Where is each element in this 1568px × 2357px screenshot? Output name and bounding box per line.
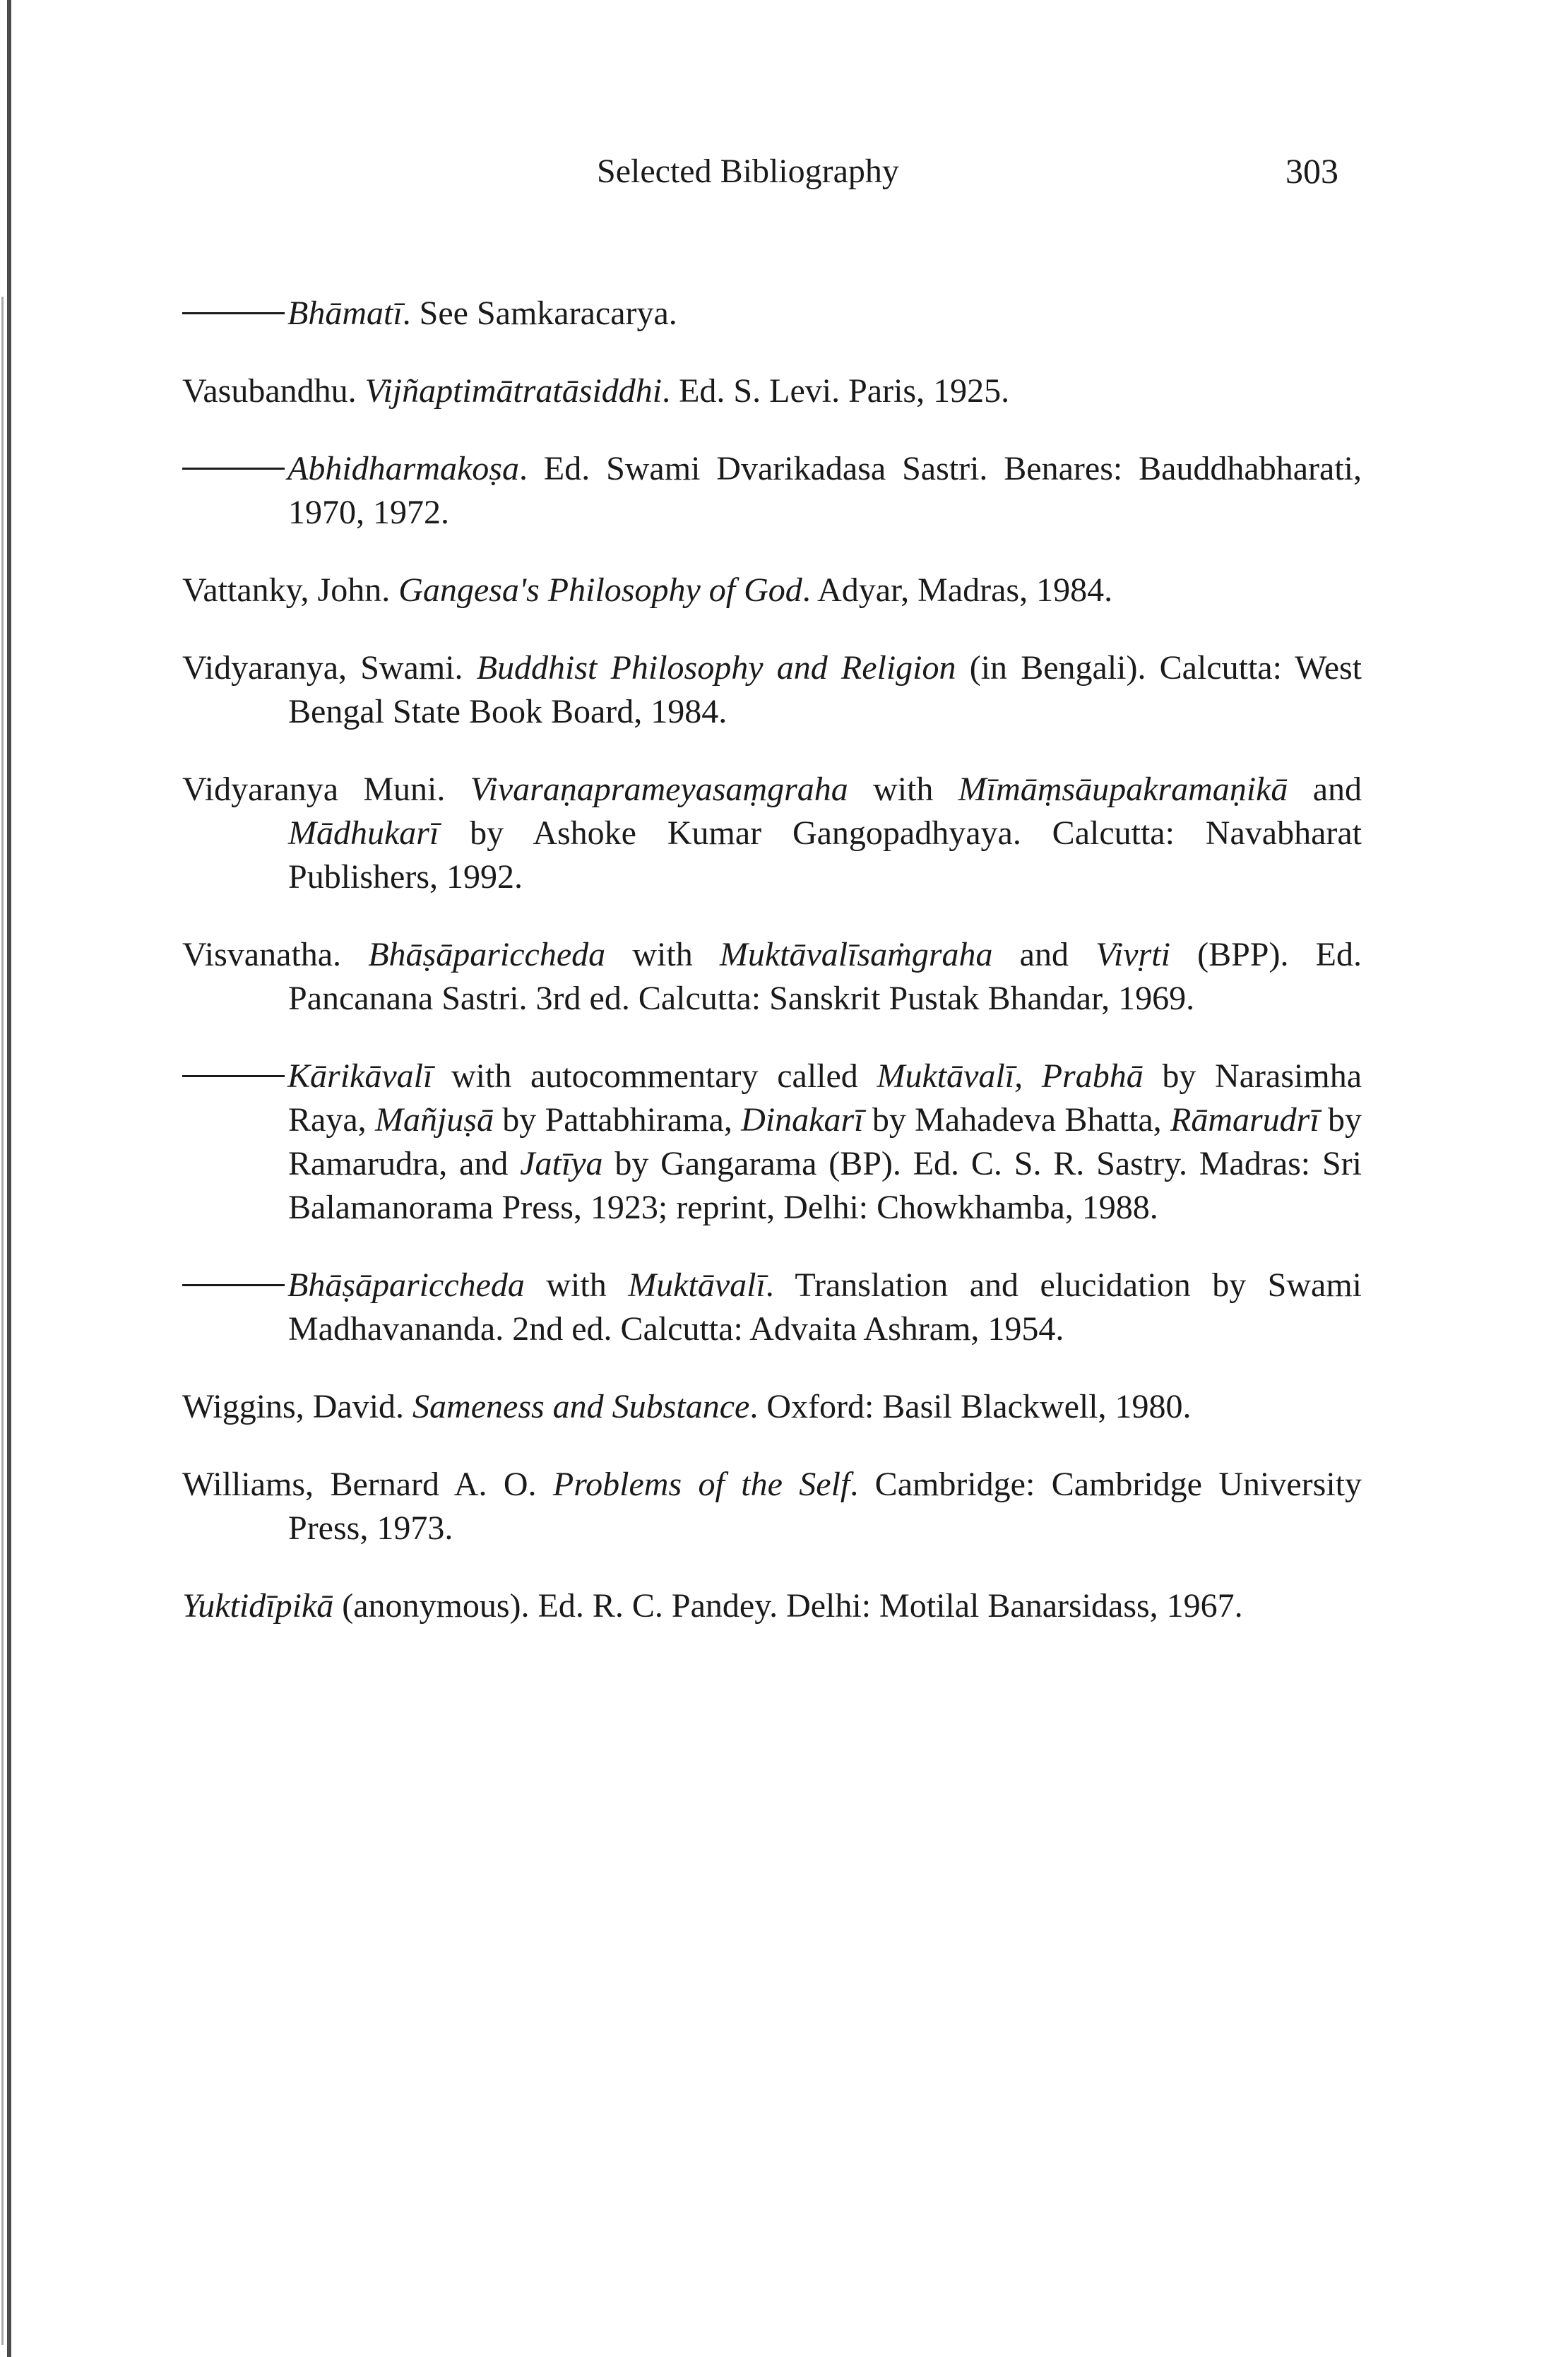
- entry-author: Vattanky, John.: [182, 571, 391, 609]
- bibliography-entry: Vattanky, John. Gangesa's Philosophy of God. Adyar, Madras, 1984.: [182, 571, 1113, 609]
- repeat-author-dash: [182, 1075, 285, 1077]
- bibliography-list: [182, 258, 1362, 1646]
- entry-author: Vasubandhu.: [182, 372, 357, 410]
- running-head: Selected Bibliography: [597, 153, 899, 190]
- entry-author: Visvanatha.: [182, 936, 342, 973]
- entry-author: Williams, Bernard A. O.: [182, 1466, 537, 1503]
- bibliography-entry: Bhāmatī. See Samkaracarya.: [182, 292, 1362, 336]
- scan-binding-edge: [7, 0, 11, 2357]
- page-number: 303: [1285, 151, 1338, 191]
- bibliography-entry: Yuktidīpikā (anonymous). Ed. R. C. Pandey. Delhi: Motilal Banarsidass, 1967.: [182, 1587, 1243, 1625]
- entry-author: Vidyaranya, Swami.: [182, 649, 463, 687]
- bibliography-entry: Abhidharmakoṣa. Ed. Swami Dvarikadasa Sastri. Benares: Bauddhabharati, 1970, 1972.: [182, 447, 1362, 535]
- bibliography-entry: Vasubandhu. Vijñaptimātratāsiddhi. Ed. S. Levi. Paris, 1925.: [182, 372, 1010, 410]
- scan-shadow-edge: [1, 297, 4, 2345]
- bibliography-entry: Vidyaranya, Swami. Buddhist Philosophy and Religion (in Bengali). Calcutta: West Bengal State Book Board, 1984.: [182, 649, 1362, 730]
- entry-title: Yuktidīpikā: [182, 1587, 334, 1625]
- entry-author: Wiggins, David.: [182, 1388, 405, 1425]
- bibliography-entry: Visvanatha. Bhāṣāpariccheda with Muktāvalīsaṁgraha and Vivṛti (BPP). Ed. Pancanana Sastri. 3rd ed. Calcutta: Sanskrit Pustak Bhandar, 1969.: [182, 936, 1362, 1017]
- repeat-author-dash: [182, 312, 285, 314]
- entry-title: Vivaraṇaprameyasaṃgraha: [470, 771, 848, 808]
- entry-author: Vidyaranya Muni.: [182, 771, 446, 808]
- entry-title: Problems of the Self: [552, 1466, 850, 1503]
- entry-title: Vijñaptimātratāsiddhi: [364, 372, 663, 410]
- bibliography-entry: Kārikāvalī with autocommentary called Muktāvalī, Prabhā by Narasimha Raya, Mañjuṣā by Pattabhirama, Dinakarī by Mahadeva Bhatta, Rāmarudrī by Ramarudra, and Jatīya by Gangarama (BP). Ed. C. S. R. Sastry. Madras: Sri Balamanorama Press, 1923; reprint, Delhi: Chowkhamba, 1988.: [182, 1055, 1362, 1230]
- bibliography-entry: Williams, Bernard A. O. Problems of the Self. Cambridge: Cambridge University Press, 1973.: [182, 1466, 1362, 1547]
- bibliography-entry: Vidyaranya Muni. Vivaraṇaprameyasaṃgraha with Mīmāṃsāupakramaṇikā and Mādhukarī by Ashoke Kumar Gangopadhyaya. Calcutta: Navabharat Publishers, 1992.: [182, 771, 1362, 896]
- entry-title: Sameness and Substance: [412, 1388, 750, 1425]
- entry-title: Buddhist Philosophy and Religion: [476, 649, 956, 687]
- repeat-author-dash: [182, 1284, 285, 1286]
- bibliography-entry: Bhāṣāpariccheda with Muktāvalī. Translation and elucidation by Swami Madhavananda. 2nd ed. Calcutta: Advaita Ashram, 1954.: [182, 1264, 1362, 1351]
- entry-title: Gangesa's Philosophy of God: [398, 571, 802, 609]
- repeat-author-dash: [182, 468, 285, 470]
- entry-title: Bhāṣāpariccheda: [368, 936, 606, 973]
- page-header: [0, 145, 1568, 201]
- bibliography-entry: Wiggins, David. Sameness and Substance. Oxford: Basil Blackwell, 1980.: [182, 1388, 1192, 1425]
